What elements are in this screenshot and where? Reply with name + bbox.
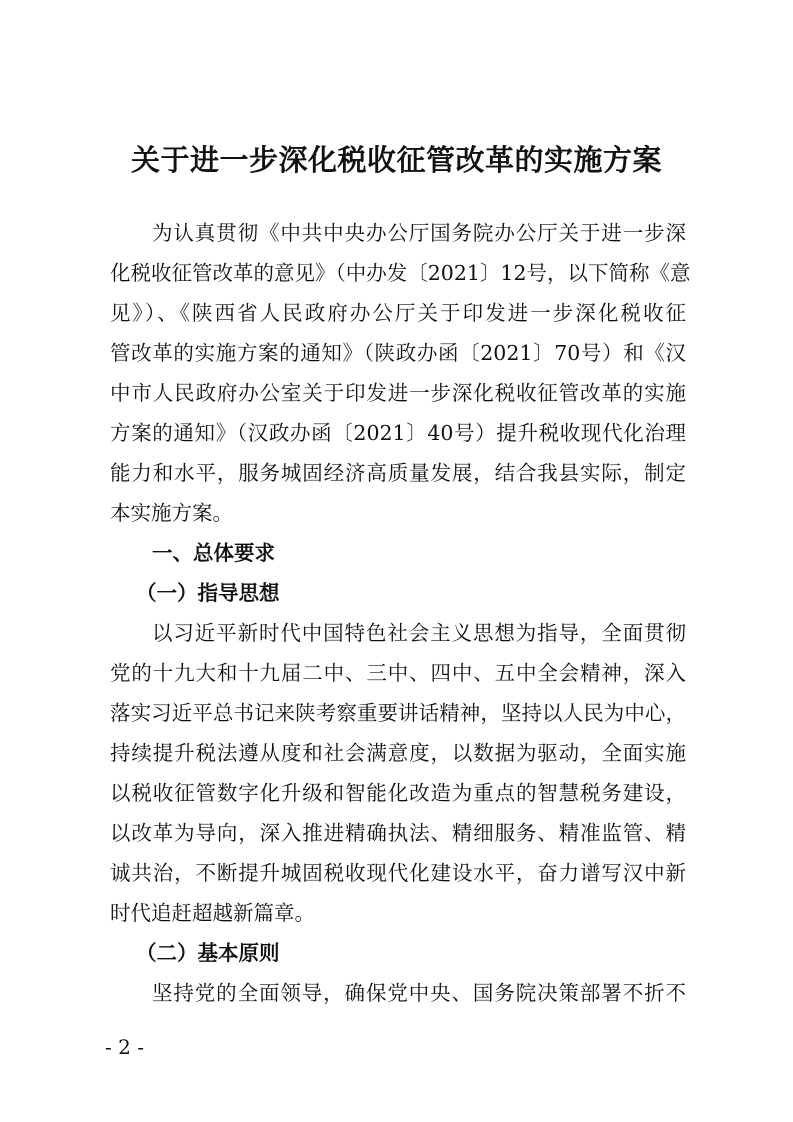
page-number: - 2 -	[105, 1035, 144, 1059]
intro-line-7: 能力和水平，服务城固经济高质量发展，结合我县实际，制定	[110, 461, 686, 485]
guiding-line-3: 落实习近平总书记来陕考察重要讲话精神，坚持以人民为中心，	[110, 701, 686, 725]
document-title: 关于进一步深化税收征管改革的实施方案	[130, 143, 662, 177]
intro-line-1: 为认真贯彻《中共中央办公厅国务院办公厅关于进一步深	[152, 221, 686, 245]
guiding-line-8: 时代追赶超越新篇章。	[110, 901, 315, 925]
intro-line-4: 管改革的实施方案的通知》（陕政办函〔2021〕70号）和《汉	[110, 341, 686, 365]
guiding-line-7: 诚共治，不断提升城固税收现代化建设水平，奋力谱写汉中新	[110, 861, 686, 885]
guiding-line-4: 持续提升税法遵从度和社会满意度，以数据为驱动，全面实施	[110, 741, 686, 765]
intro-line-3: 见》）、《陕西省人民政府办公厅关于印发进一步深化税收征	[110, 301, 686, 325]
section-heading-general-requirements: 一、总体要求	[152, 541, 275, 565]
guiding-line-5: 以税收征管数字化升级和智能化改造为重点的智慧税务建设，	[110, 781, 686, 805]
intro-line-6: 方案的通知》（汉政办函〔2021〕40号）提升税收现代化治理	[110, 421, 686, 445]
intro-line-5: 中市人民政府办公室关于印发进一步深化税收征管改革的实施	[110, 381, 686, 405]
intro-line-2: 化税收征管改革的意见》（中办发〔2021〕12号，以下简称《意	[110, 261, 691, 285]
subsection-heading-basic-principles: （二）基本原则	[136, 941, 280, 965]
subsection-heading-guiding-ideology: （一）指导思想	[136, 581, 280, 605]
intro-line-8: 本实施方案。	[110, 501, 233, 525]
guiding-line-1: 以习近平新时代中国特色社会主义思想为指导，全面贯彻	[152, 621, 686, 645]
guiding-line-6: 以改革为导向，深入推进精确执法、精细服务、精准监管、精	[110, 821, 686, 845]
principle-line-1: 坚持党的全面领导，确保党中央、国务院决策部署不折不	[152, 981, 686, 1005]
guiding-line-2: 党的十九大和十九届二中、三中、四中、五中全会精神，深入	[110, 661, 686, 685]
